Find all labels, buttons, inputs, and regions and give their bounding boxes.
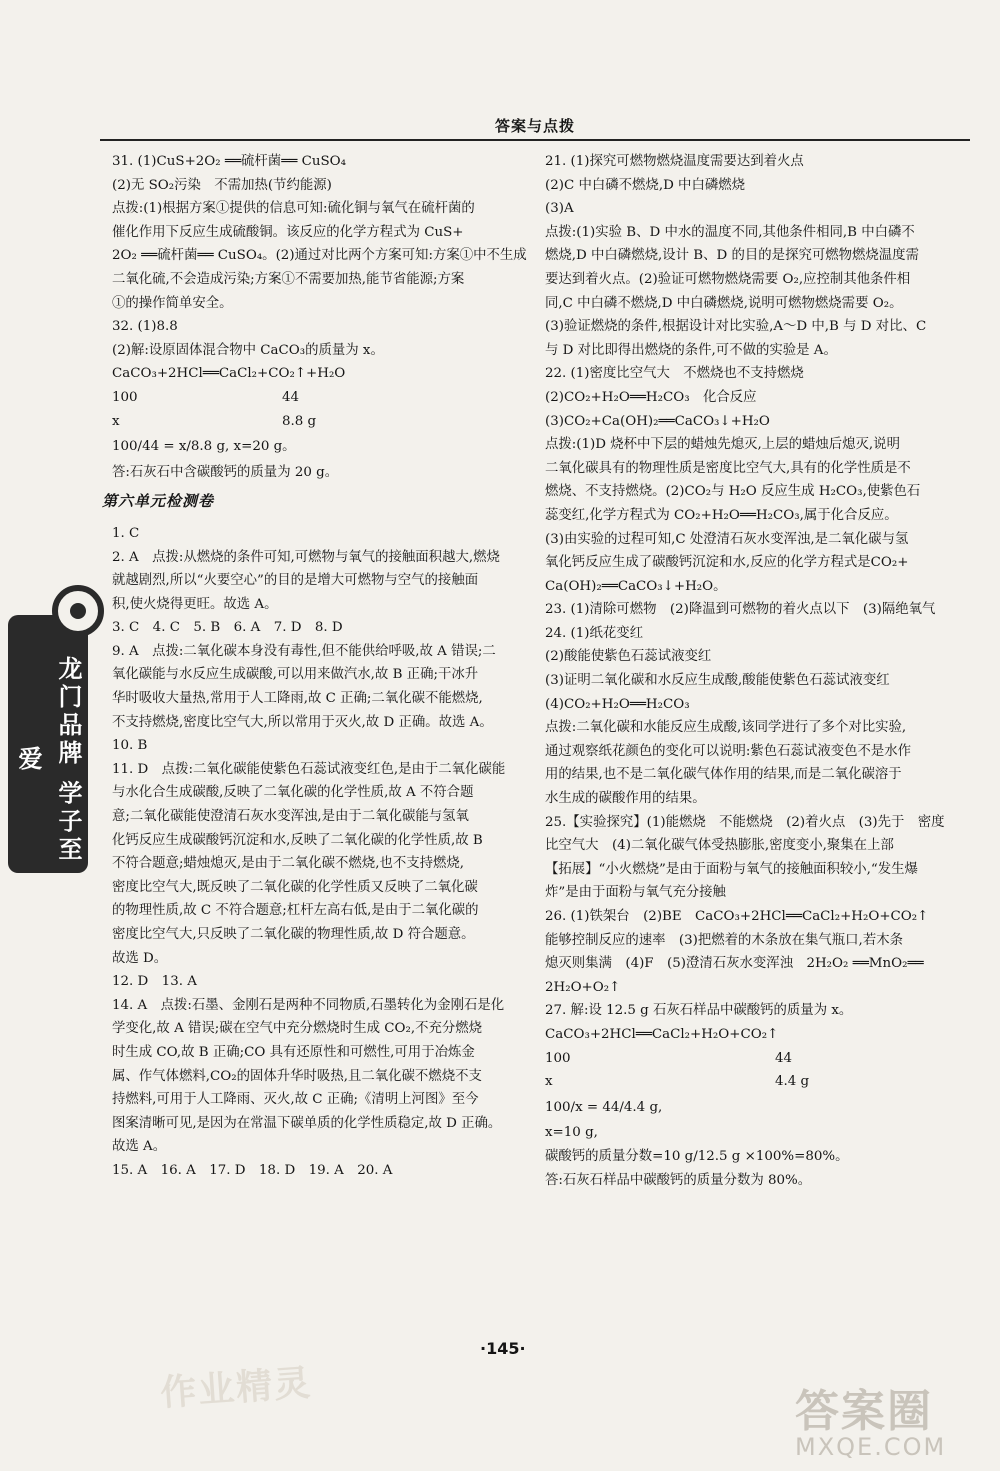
text-line: 比空气大 (4)二氧化碳气体受热膨胀,密度变小,聚集在上部	[545, 838, 894, 854]
text-line: 31. (1)CuS+2O₂ ══硫杆菌══ CuSO₄	[112, 154, 346, 169]
text-line: 10. B	[112, 738, 148, 754]
x-line: x=10 g,	[545, 1125, 598, 1141]
text-line: 27. 解:设 12.5 g 石灰石样品中碳酸钙的质量为 x。	[545, 1003, 853, 1019]
text-line: 24. (1)纸花变红	[545, 625, 644, 641]
text-line: 26. (1)铁架台 (2)BE CaCO₃+2HCl══CaCl₂+H₂O+CO₂↑	[545, 909, 929, 924]
text-line: 与 D 对比即得出燃烧的条件,可不做的实验是 A。	[545, 342, 837, 358]
watermark-logo	[795, 1375, 990, 1465]
text-line: 不支持燃烧,密度比空气大,所以常用于灭火,故 D 正确。故选 A。	[112, 714, 493, 730]
text-line: (2)C 中白磷不燃烧,D 中白磷燃烧	[545, 177, 746, 193]
text-line: 二氧化硫,不会造成污染;方案①不需要加热,能节省能源;方案	[112, 271, 465, 287]
text-line: 持燃料,可用于人工降雨、灭火,故 C 正确;《清明上河图》至今	[112, 1092, 479, 1108]
text-line: 2O₂ ══硫杆菌══ CuSO₄。(2)通过对比两个方案可知:方案①中不生成	[112, 248, 527, 264]
text-line: (3)证明二氧化碳和水反应生成酸,酸能使紫色石蕊试液变红	[545, 673, 890, 689]
text-line: (2)解:设原固体混合物中 CaCO₃的质量为 x。	[112, 342, 384, 358]
text-line: CaCO₃+2HCl══CaCl₂+H₂O+CO₂↑	[545, 1026, 779, 1042]
text-line: 催化作用下反应生成硫酸铜。该反应的化学方程式为 CuS+	[112, 224, 464, 240]
text-line: (3)A	[545, 201, 574, 217]
brand-sidebar	[8, 615, 88, 873]
text-line: 23. (1)清除可燃物 (2)降温到可燃物的着火点以下 (3)隔绝氧气	[545, 602, 936, 618]
text-line: 能够控制反应的速率 (3)把燃着的木条放在集气瓶口,若木条	[545, 932, 903, 948]
calc-row	[112, 386, 532, 410]
left-column	[102, 150, 532, 1183]
text-line: 12. D 13. A	[112, 974, 197, 990]
text-line: 学变化,故 A 错误;碳在空气中充分燃烧时生成 CO₂,不充分燃烧	[112, 1021, 483, 1037]
text-line: ①的操作简单安全。	[112, 295, 233, 311]
text-line: 不符合题意;蜡烛熄灭,是由于二氧化碳不燃烧,也不支持燃烧,	[112, 856, 465, 872]
text-line: 氧化碳能与水反应生成碳酸,可以用来做汽水,故 B 正确;干冰升	[112, 667, 479, 683]
calc-row	[112, 410, 532, 434]
ring-icon	[52, 585, 104, 637]
text-line: (2)无 SO₂污染 不需加热(节约能源)	[112, 177, 332, 193]
header-title: 答案与点拨	[494, 117, 575, 135]
text-line: 炸”是由于面粉与氧气充分接触	[545, 885, 726, 901]
text-line: 点拨:(1)实验 B、D 中水的温度不同,其他条件相同,B 中白磷不	[545, 224, 915, 240]
text-line: 故选 A。	[112, 1139, 167, 1155]
text-line: (3)验证燃烧的条件,根据设计对比实验,A～D 中,B 与 D 对比、C	[545, 319, 927, 335]
calc-cell: x	[545, 1074, 553, 1090]
text-line: 同,C 中白磷不燃烧,D 中白磷燃烧,说明可燃物燃烧需要 O₂。	[545, 295, 903, 311]
calc-cell: 4.4 g	[775, 1074, 810, 1090]
calc-cell: 44	[282, 389, 300, 405]
calc-cell: x	[112, 413, 120, 429]
text-line: 14. A 点拨:石墨、金刚石是两种不同物质,石墨转化为金刚石是化	[112, 997, 505, 1013]
text-line: 2H₂O+O₂↑	[545, 979, 621, 995]
sidebar-text: 龙门品牌 学子至爱	[14, 655, 82, 865]
text-line: 故选 D。	[112, 950, 168, 966]
text-line: 熄灭则集满 (4)F (5)澄清石灰水变浑浊 2H₂O₂ ══MnO₂══	[545, 956, 924, 972]
text-line: 21. (1)探究可燃物燃烧温度需要达到着火点	[545, 154, 804, 169]
text-line: (2)CO₂+H₂O══H₂CO₃ 化合反应	[545, 389, 757, 405]
page-number: ·145·	[480, 1339, 526, 1358]
answer-line: 答:石灰石中含碳酸钙的质量为 20 g。	[112, 464, 339, 480]
text-line: (3)CO₂+Ca(OH)₂══CaCO₃↓+H₂O	[545, 413, 770, 429]
text-line: 图案清晰可见,是因为在常温下碳单质的化学性质稳定,故 D 正确。	[112, 1115, 502, 1131]
text-line: (3)由实验的过程可知,C 处澄清石灰水变浑浊,是二氧化碳与氢	[545, 531, 909, 547]
text-line: 点拨:二氧化碳和水能反应生成酸,该同学进行了多个对比实验,	[545, 720, 907, 736]
text-line: 【拓展】“小火燃烧”是由于面粉与氧气的接触面积较小,“发生爆	[545, 861, 918, 877]
watermark-logo-text: 答案圈	[795, 1386, 933, 1437]
answer-line: 答:石灰石样品中碳酸钙的质量分数为 80%。	[545, 1172, 812, 1188]
text-line: 1. C	[112, 525, 140, 541]
text-line: 22. (1)密度比空气大 不燃烧也不支持燃烧	[545, 366, 804, 382]
text-line: 水生成的碳酸作用的结果。	[545, 791, 706, 807]
text-line: 11. D 点拨:二氧化碳能使紫色石蕊试液变红色,是由于二氧化碳能	[112, 761, 506, 777]
fraction-line: 100/x = 44/4.4 g,	[545, 1099, 663, 1115]
text-line: 蕊变红,化学方程式为 CO₂+H₂O══H₂CO₃,属于化合反应。	[545, 507, 898, 523]
text-line: 与水化合生成碳酸,反映了二氧化碳的化学性质,故 A 不符合题	[112, 785, 474, 801]
text-line: 点拨:(1)根据方案①提供的信息可知:硫化铜与氧气在硫杆菌的	[112, 201, 475, 217]
text-line: 点拨:(1)D 烧杯中下层的蜡烛先熄灭,上层的蜡烛后熄灭,说明	[545, 437, 900, 453]
calc-cell: 44	[775, 1050, 793, 1066]
calc-row	[545, 1070, 985, 1094]
text-line: 15. A 16. A 17. D 18. D 19. A 20. A	[112, 1162, 393, 1178]
calc-cell: 100	[112, 389, 138, 405]
text-line: (2)酸能使紫色石蕊试液变红	[545, 649, 712, 665]
text-line: Ca(OH)₂══CaCO₃↓+H₂O。	[545, 578, 727, 594]
right-column	[545, 150, 985, 1192]
section-title: 第六单元检测卷	[102, 492, 215, 511]
text-line: 密度比空气大,既反映了二氧化碳的化学性质又反映了二氧化碳	[112, 879, 478, 895]
text-line: 32. (1)8.8	[112, 319, 178, 335]
text-line: 3. C 4. C 5. B 6. A 7. D 8. D	[112, 620, 343, 636]
text-line: 氧化钙反应生成了碳酸钙沉淀和水,反应的化学方程式是CO₂+	[545, 555, 909, 571]
watermark-text: 作业精灵	[158, 1362, 314, 1415]
text-line: 用的结果,也不是二氧化碳气体作用的结果,而是二氧化碳溶于	[545, 767, 902, 783]
text-line: 要达到着火点。(2)验证可燃物燃烧需要 O₂,应控制其他条件相	[545, 271, 911, 287]
text-line: 燃烧,D 中白磷燃烧,设计 B、D 的目的是探究可燃物燃烧温度需	[545, 248, 919, 264]
text-line: (4)CO₂+H₂O══H₂CO₃	[545, 696, 690, 712]
text-line: 密度比空气大,只反映了二氧化碳的物理性质,故 D 符合题意。	[112, 927, 475, 942]
text-line: 就越剧烈,所以“火要空心”的目的是增大可燃物与空气的接触面	[112, 573, 479, 589]
text-line: 属、作气体燃料,CO₂的固体升华时吸热,且二氧化碳不燃烧不支	[112, 1068, 482, 1084]
text-line: 积,使火烧得更旺。故选 A。	[112, 596, 278, 612]
text-line: 9. A 点拨:二氧化碳本身没有毒性,但不能供给呼吸,故 A 错误;二	[112, 643, 496, 659]
text-line: 意;二氧化碳能使澄清石灰水变浑浊,是由于二氧化碳能与氢氧	[112, 809, 469, 825]
text-line: 2. A 点拨:从燃烧的条件可知,可燃物与氧气的接触面积越大,燃烧	[112, 549, 500, 565]
text-line: 二氧化碳具有的物理性质是密度比空气大,具有的化学性质是不	[545, 460, 911, 476]
calc-cell: 100	[545, 1050, 571, 1066]
text-line: CaCO₃+2HCl══CaCl₂+CO₂↑+H₂O	[112, 366, 346, 382]
calc-row	[545, 1047, 985, 1071]
fraction-line: 100/44 = x/8.8 g, x=20 g。	[112, 439, 296, 455]
page-header	[100, 113, 970, 141]
text-line: 25.【实验探究】(1)能燃烧 不能燃烧 (2)着火点 (3)先于 密度	[545, 814, 945, 830]
text-line: 时生成 CO,故 B 正确;CO 具有还原性和可燃性,可用于冶炼金	[112, 1044, 475, 1060]
text-line: 化钙反应生成碳酸钙沉淀和水,反映了二氧化碳的化学性质,故 B	[112, 832, 483, 848]
text-line: 的物理性质,故 C 不符合题意;杠杆左高右低,是由于二氧化碳的	[112, 903, 479, 919]
text-line: 燃烧、不支持燃烧。(2)CO₂与 H₂O 反应生成 H₂CO₃,使紫色石	[545, 484, 921, 500]
watermark-logo-url: MXQE.COM	[795, 1433, 947, 1461]
percent-line: 碳酸钙的质量分数=10 g/12.5 g ×100%=80%。	[545, 1148, 849, 1164]
calc-cell: 8.8 g	[282, 413, 317, 429]
text-line: 通过观察纸花颜色的变化可以说明:紫色石蕊试液变色不是水作	[545, 743, 912, 759]
text-line: 华时吸收大量热,常用于人工降雨,故 C 正确;二氧化碳不能燃烧,	[112, 691, 483, 707]
